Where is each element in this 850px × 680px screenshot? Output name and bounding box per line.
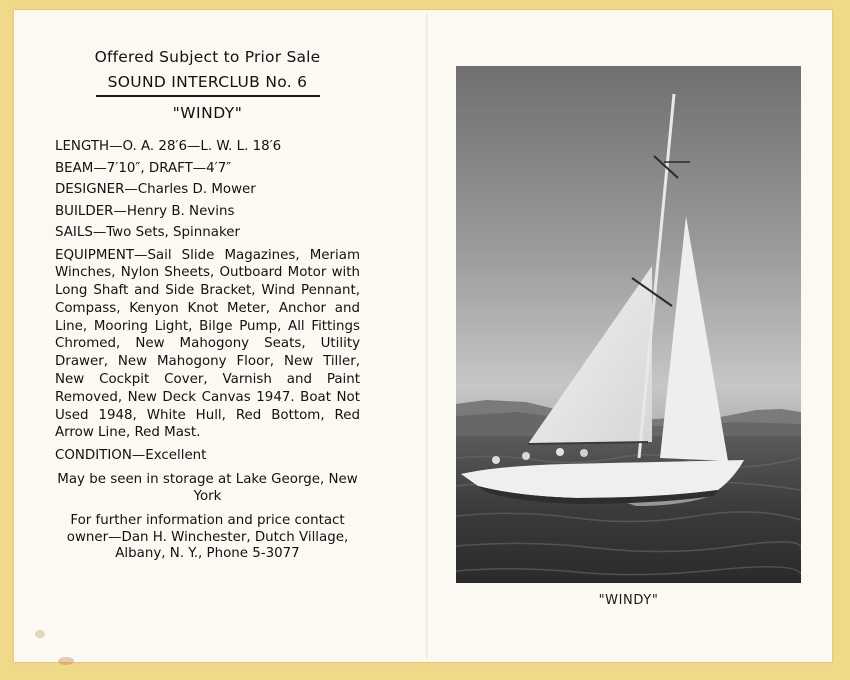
paper-stain [58,657,74,665]
listing-text-column [55,48,360,563]
sailboat-photo [456,66,801,583]
storage-note: May be seen in storage at Lake George, New York [57,472,358,504]
heading-rule [96,95,320,97]
spec-designer: DESIGNER—Charles D. Mower [55,182,256,197]
offered-note: Offered Subject to Prior Sale [94,48,321,66]
boat-name-heading: "WINDY" [172,104,243,122]
page-fold [426,14,428,658]
spec-sails: SAILS—Two Sets, Spinnaker [55,225,240,240]
spec-builder: BUILDER—Henry B. Nevins [55,203,235,219]
specs-list [55,136,360,244]
equipment-paragraph: EQUIPMENT—Sail Slide Magazines, Meriam Winches, Nylon Sheets, Outboard Motor with Long Shaft and Side Bracket, Wind Pennant, Compass, Kenyon Knot Meter, Anchor and Line, Mooring Light, Bilge Pump, All Fittings Chromed, New Mahogony Seats, Utility Drawer, New Mahogony Floor, New Tiller, New Cockpit Cover, Varnish and Paint Removed, New Deck Canvas 1947. Boat Not Used 1948, White Hull, Red Bottom, Red Arrow Line, Red Mast. [55,247,360,441]
sailboat-photo-image [456,66,801,583]
contact-info [55,513,360,563]
spec-beam: BEAM—7′10″, DRAFT—4′7″ [55,160,232,176]
contact-line: owner—Dan H. Winchester, Dutch Village, [66,529,349,545]
contact-line: For further information and price contact [70,513,345,529]
class-name-heading: SOUND INTERCLUB No. 6 [107,73,308,91]
paper-stain [35,630,45,638]
photo-caption: "WINDY" [598,593,659,608]
spec-length: LENGTH—O. A. 28′6—L. W. L. 18′6 [55,139,282,154]
condition-line: CONDITION—Excellent [55,448,207,464]
contact-line: Albany, N. Y., Phone 5-3077 [115,546,300,562]
